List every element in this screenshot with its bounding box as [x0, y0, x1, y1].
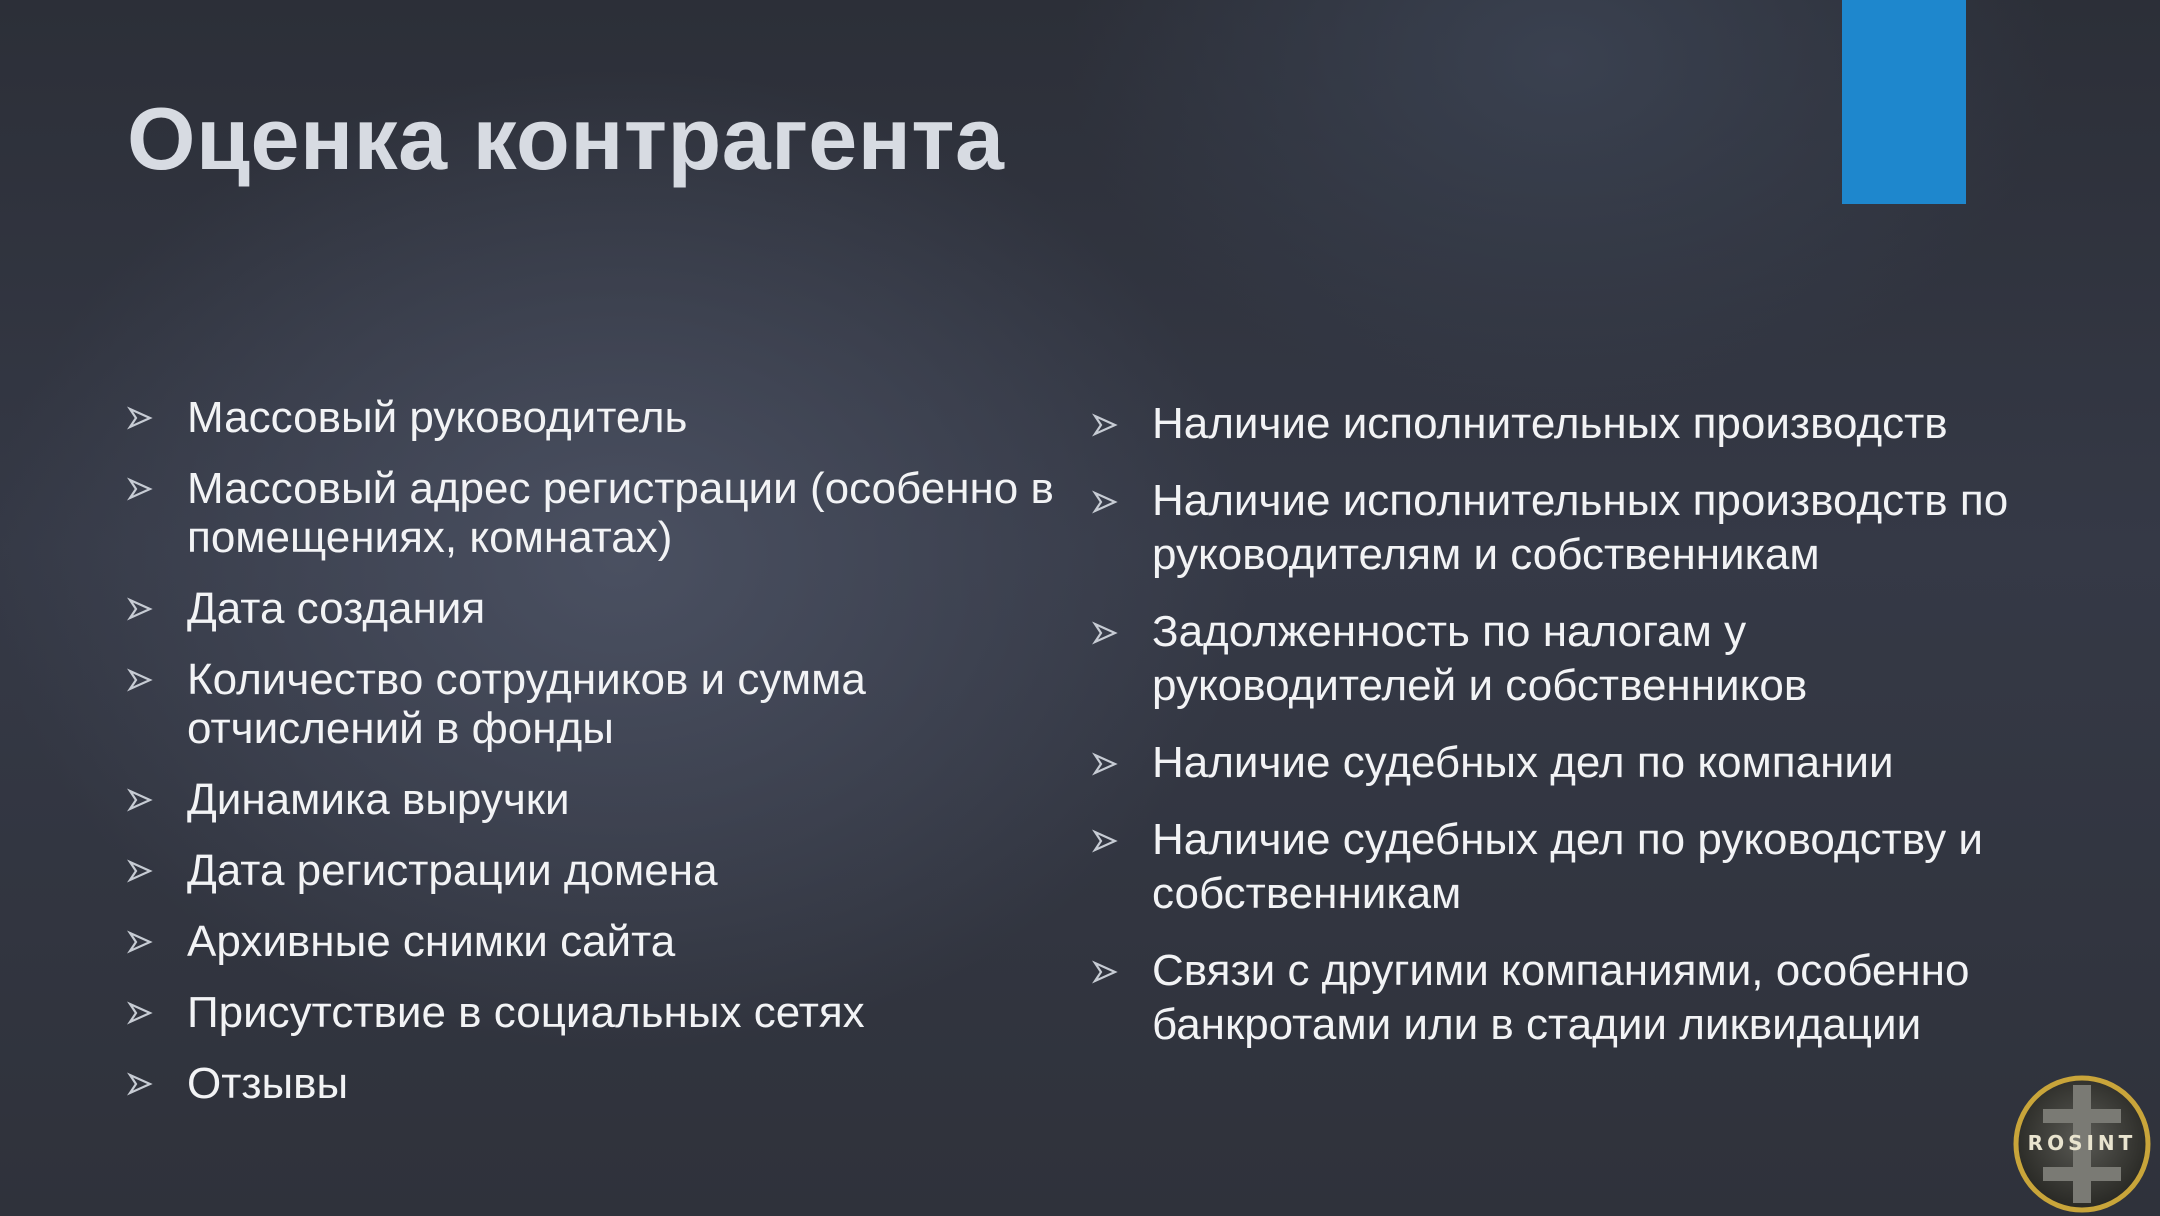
list-item-text: Наличие исполнительных производств по руководителям и собственникам: [1152, 476, 2009, 579]
right-bullet-list: [1092, 397, 2032, 1075]
arrow-bullet-icon: [127, 1000, 153, 1026]
list-item: [127, 584, 1057, 633]
arrow-bullet-icon: [127, 405, 153, 431]
list-item: [127, 464, 1057, 562]
arrow-bullet-icon: [1092, 828, 1118, 854]
list-item: [1092, 813, 2032, 921]
rosint-logo: [2013, 1075, 2151, 1213]
list-item-text: Массовый руководитель: [187, 393, 688, 442]
arrow-bullet-icon: [127, 1071, 153, 1097]
slide-title: Оценка контрагента: [127, 89, 1005, 188]
left-bullet-list: [127, 393, 1057, 1130]
arrow-bullet-icon: [1092, 959, 1118, 985]
arrow-bullet-icon: [1092, 620, 1118, 646]
arrow-bullet-icon: [1092, 751, 1118, 777]
arrow-bullet-icon: [127, 929, 153, 955]
arrow-bullet-icon: [1092, 412, 1118, 438]
list-item: [127, 846, 1057, 895]
list-item: [127, 655, 1057, 753]
arrow-bullet-icon: [127, 596, 153, 622]
list-item-text: Связи с другими компаниями, особенно банкротами или в стадии ликвидации: [1152, 946, 1970, 1049]
arrow-bullet-icon: [127, 667, 153, 693]
list-item-text: Наличие судебных дел по компании: [1152, 738, 1894, 787]
list-item-text: Архивные снимки сайта: [187, 917, 676, 966]
arrow-bullet-icon: [127, 858, 153, 884]
list-item: [127, 775, 1057, 824]
accent-block: [1842, 0, 1966, 204]
arrow-bullet-icon: [127, 476, 153, 502]
list-item: [127, 988, 1057, 1037]
list-item: [127, 917, 1057, 966]
list-item-text: Отзывы: [187, 1059, 349, 1108]
list-item-text: Наличие исполнительных производств: [1152, 399, 1948, 448]
list-item-text: Задолженность по налогам у руководителей и собственников: [1152, 607, 1808, 710]
list-item: [1092, 944, 2032, 1052]
list-item: [127, 393, 1057, 442]
arrow-bullet-icon: [1092, 489, 1118, 515]
list-item: [1092, 474, 2032, 582]
list-item-text: Количество сотрудников и сумма отчислений в фонды: [187, 655, 866, 753]
list-item: [1092, 736, 2032, 790]
watermark-text: ROSINT: [2027, 1131, 2137, 1155]
list-item-text: Динамика выручки: [187, 775, 570, 824]
list-item: [127, 1059, 1057, 1108]
list-item: [1092, 397, 2032, 451]
list-item-text: Дата создания: [187, 584, 486, 633]
list-item-text: Присутствие в социальных сетях: [187, 988, 865, 1037]
list-item-text: Дата регистрации домена: [187, 846, 718, 895]
arrow-bullet-icon: [127, 787, 153, 813]
list-item-text: Наличие судебных дел по руководству и собственникам: [1152, 815, 1983, 918]
list-item: [1092, 605, 2032, 713]
list-item-text: Массовый адрес регистрации (особенно в помещениях, комнатах): [187, 464, 1054, 562]
